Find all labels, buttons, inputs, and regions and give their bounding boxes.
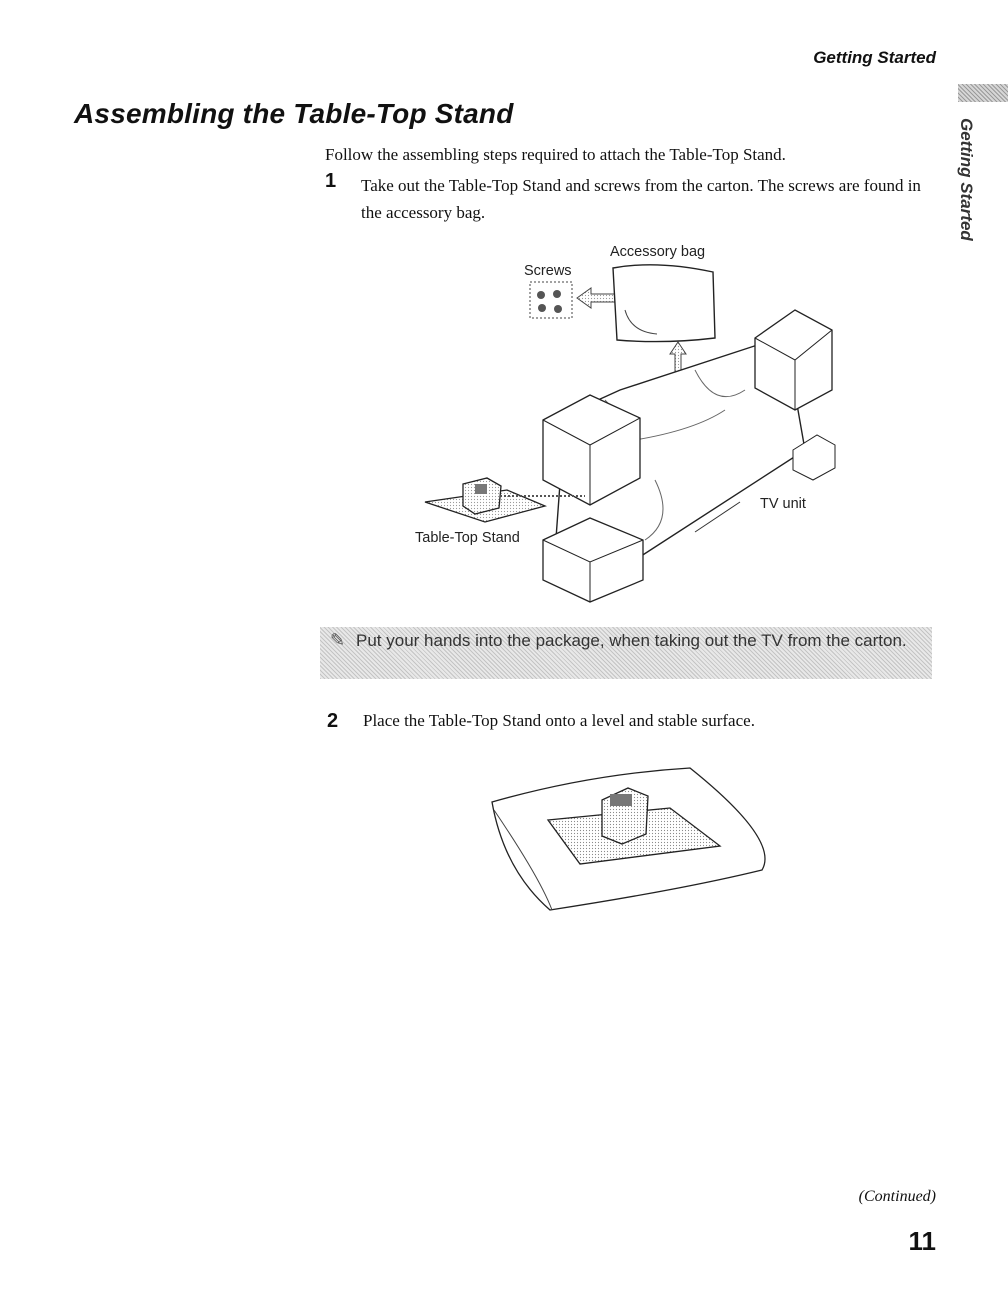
accessory-bag-label: Accessory bag [610,244,706,260]
step-1-text: Take out the Table-Top Stand and screws from the carton. The screws are found in the accessory bag. [361,176,921,222]
arrow-left-icon [577,288,619,308]
note-box [320,627,932,679]
foam-block-top-right [755,310,832,410]
pencil-note-icon: ✎ [330,630,346,651]
continued-note: (Continued) [858,1188,936,1205]
unpacking-illustration [395,240,855,610]
section-header: Getting Started [813,48,936,67]
stand-neck [463,478,501,514]
note-text: Put your hands into the package, when taking out the TV from the carton. [356,631,907,650]
tv-unit-label: TV unit [760,496,806,512]
step-2-text: Place the Table-Top Stand onto a level and stable surface. [363,711,755,730]
page-title: Assembling the Table-Top Stand [74,98,514,129]
page-number: 11 [908,1226,936,1256]
table-top-stand-label: Table-Top Stand [415,530,520,546]
step-2-number: 2 [327,710,339,732]
stand-on-surface-illustration [480,760,800,920]
step-1-number: 1 [325,170,337,192]
intro-text: Follow the assembling steps required to attach the Table-Top Stand. [325,145,786,164]
accessory-bag [613,265,715,342]
screws-label: Screws [524,263,572,279]
screws-box [530,282,572,318]
side-section-label: Getting Started [957,118,976,241]
side-tab-marker [958,84,1008,102]
